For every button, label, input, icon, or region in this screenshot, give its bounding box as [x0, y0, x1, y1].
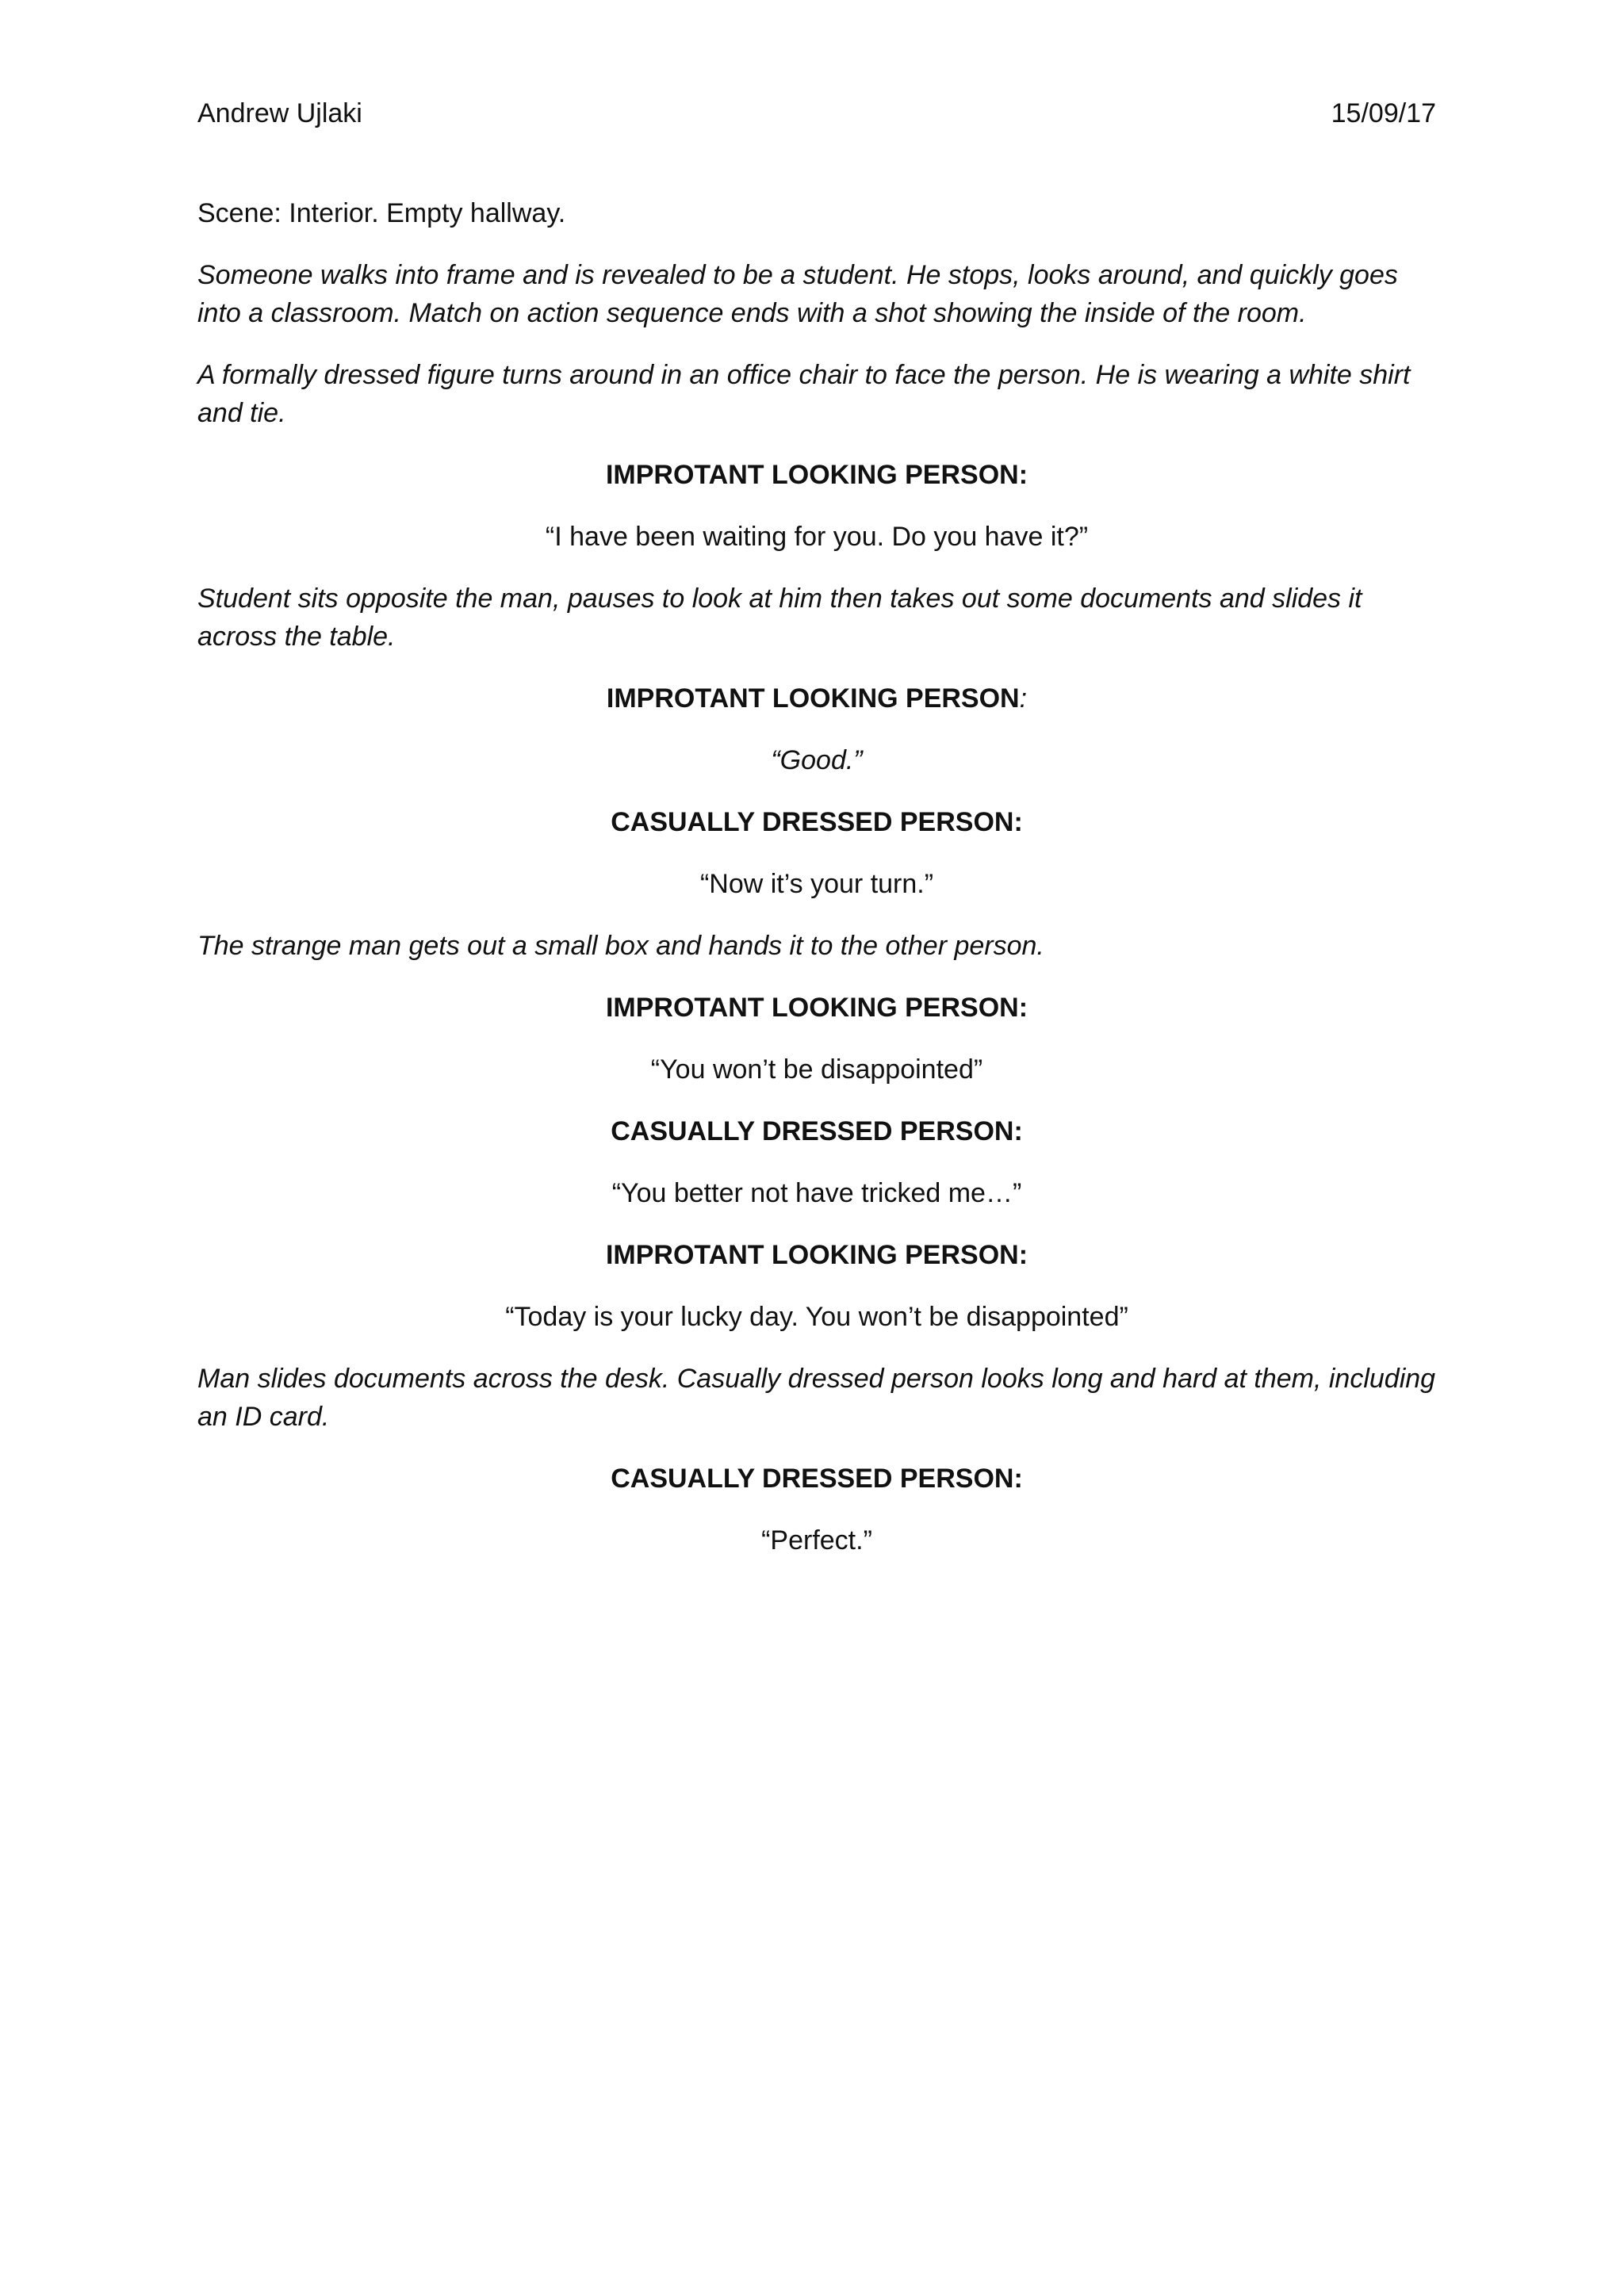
- action-paragraph: Man slides documents across the desk. Casually dressed person looks long and hard at them, including an ID card.: [197, 1364, 1436, 1432]
- dialogue-line: “Now it’s your turn.”: [699, 869, 934, 899]
- action-paragraph: The strange man gets out a small box and hands it to the other person.: [197, 931, 1044, 961]
- dialogue-line: “You better not have tricked me…”: [611, 1178, 1022, 1208]
- dialogue-line: “Today is your lucky day. You won’t be disappointed”: [505, 1302, 1128, 1332]
- action-paragraph: A formally dressed figure turns around in an office chair to face the person. He is wearing a white shirt and tie.: [197, 360, 1411, 428]
- page-header: [197, 94, 1436, 133]
- script-body: [197, 194, 1436, 1583]
- scene-heading: Scene: Interior. Empty hallway.: [197, 198, 566, 228]
- speaker-name: IMPROTANT LOOKING PERSON:: [605, 1240, 1028, 1270]
- author-name: Andrew Ujlaki: [197, 98, 362, 128]
- speaker-name-text: IMPROTANT LOOKING PERSON: [606, 683, 1020, 714]
- dialogue-line: “I have been waiting for you. Do you have it?”: [545, 522, 1089, 552]
- speaker-name: IMPROTANT LOOKING PERSON:: [605, 993, 1028, 1023]
- action-paragraph: Someone walks into frame and is revealed to be a student. He stops, looks around, and quickly goes into a classroom. Match on action sequence ends with a shot showing the inside of the room.: [197, 260, 1398, 328]
- speaker-name: CASUALLY DRESSED PERSON:: [611, 1116, 1023, 1146]
- action-paragraph: Student sits opposite the man, pauses to look at him then takes out some documents and slides it across the table.: [197, 584, 1362, 652]
- speaker-name: CASUALLY DRESSED PERSON:: [611, 807, 1023, 837]
- speaker-name: CASUALLY DRESSED PERSON:: [611, 1464, 1023, 1494]
- dialogue-line: “Perfect.”: [761, 1525, 872, 1556]
- speaker-name: IMPROTANT LOOKING PERSON:: [605, 460, 1028, 490]
- speaker-colon: :: [1019, 683, 1028, 714]
- dialogue-line: “You won’t be disappointed”: [650, 1054, 983, 1085]
- document-date: 15/09/17: [1331, 98, 1436, 128]
- dialogue-line: “Good.”: [771, 745, 863, 775]
- speaker-name: [197, 679, 1436, 718]
